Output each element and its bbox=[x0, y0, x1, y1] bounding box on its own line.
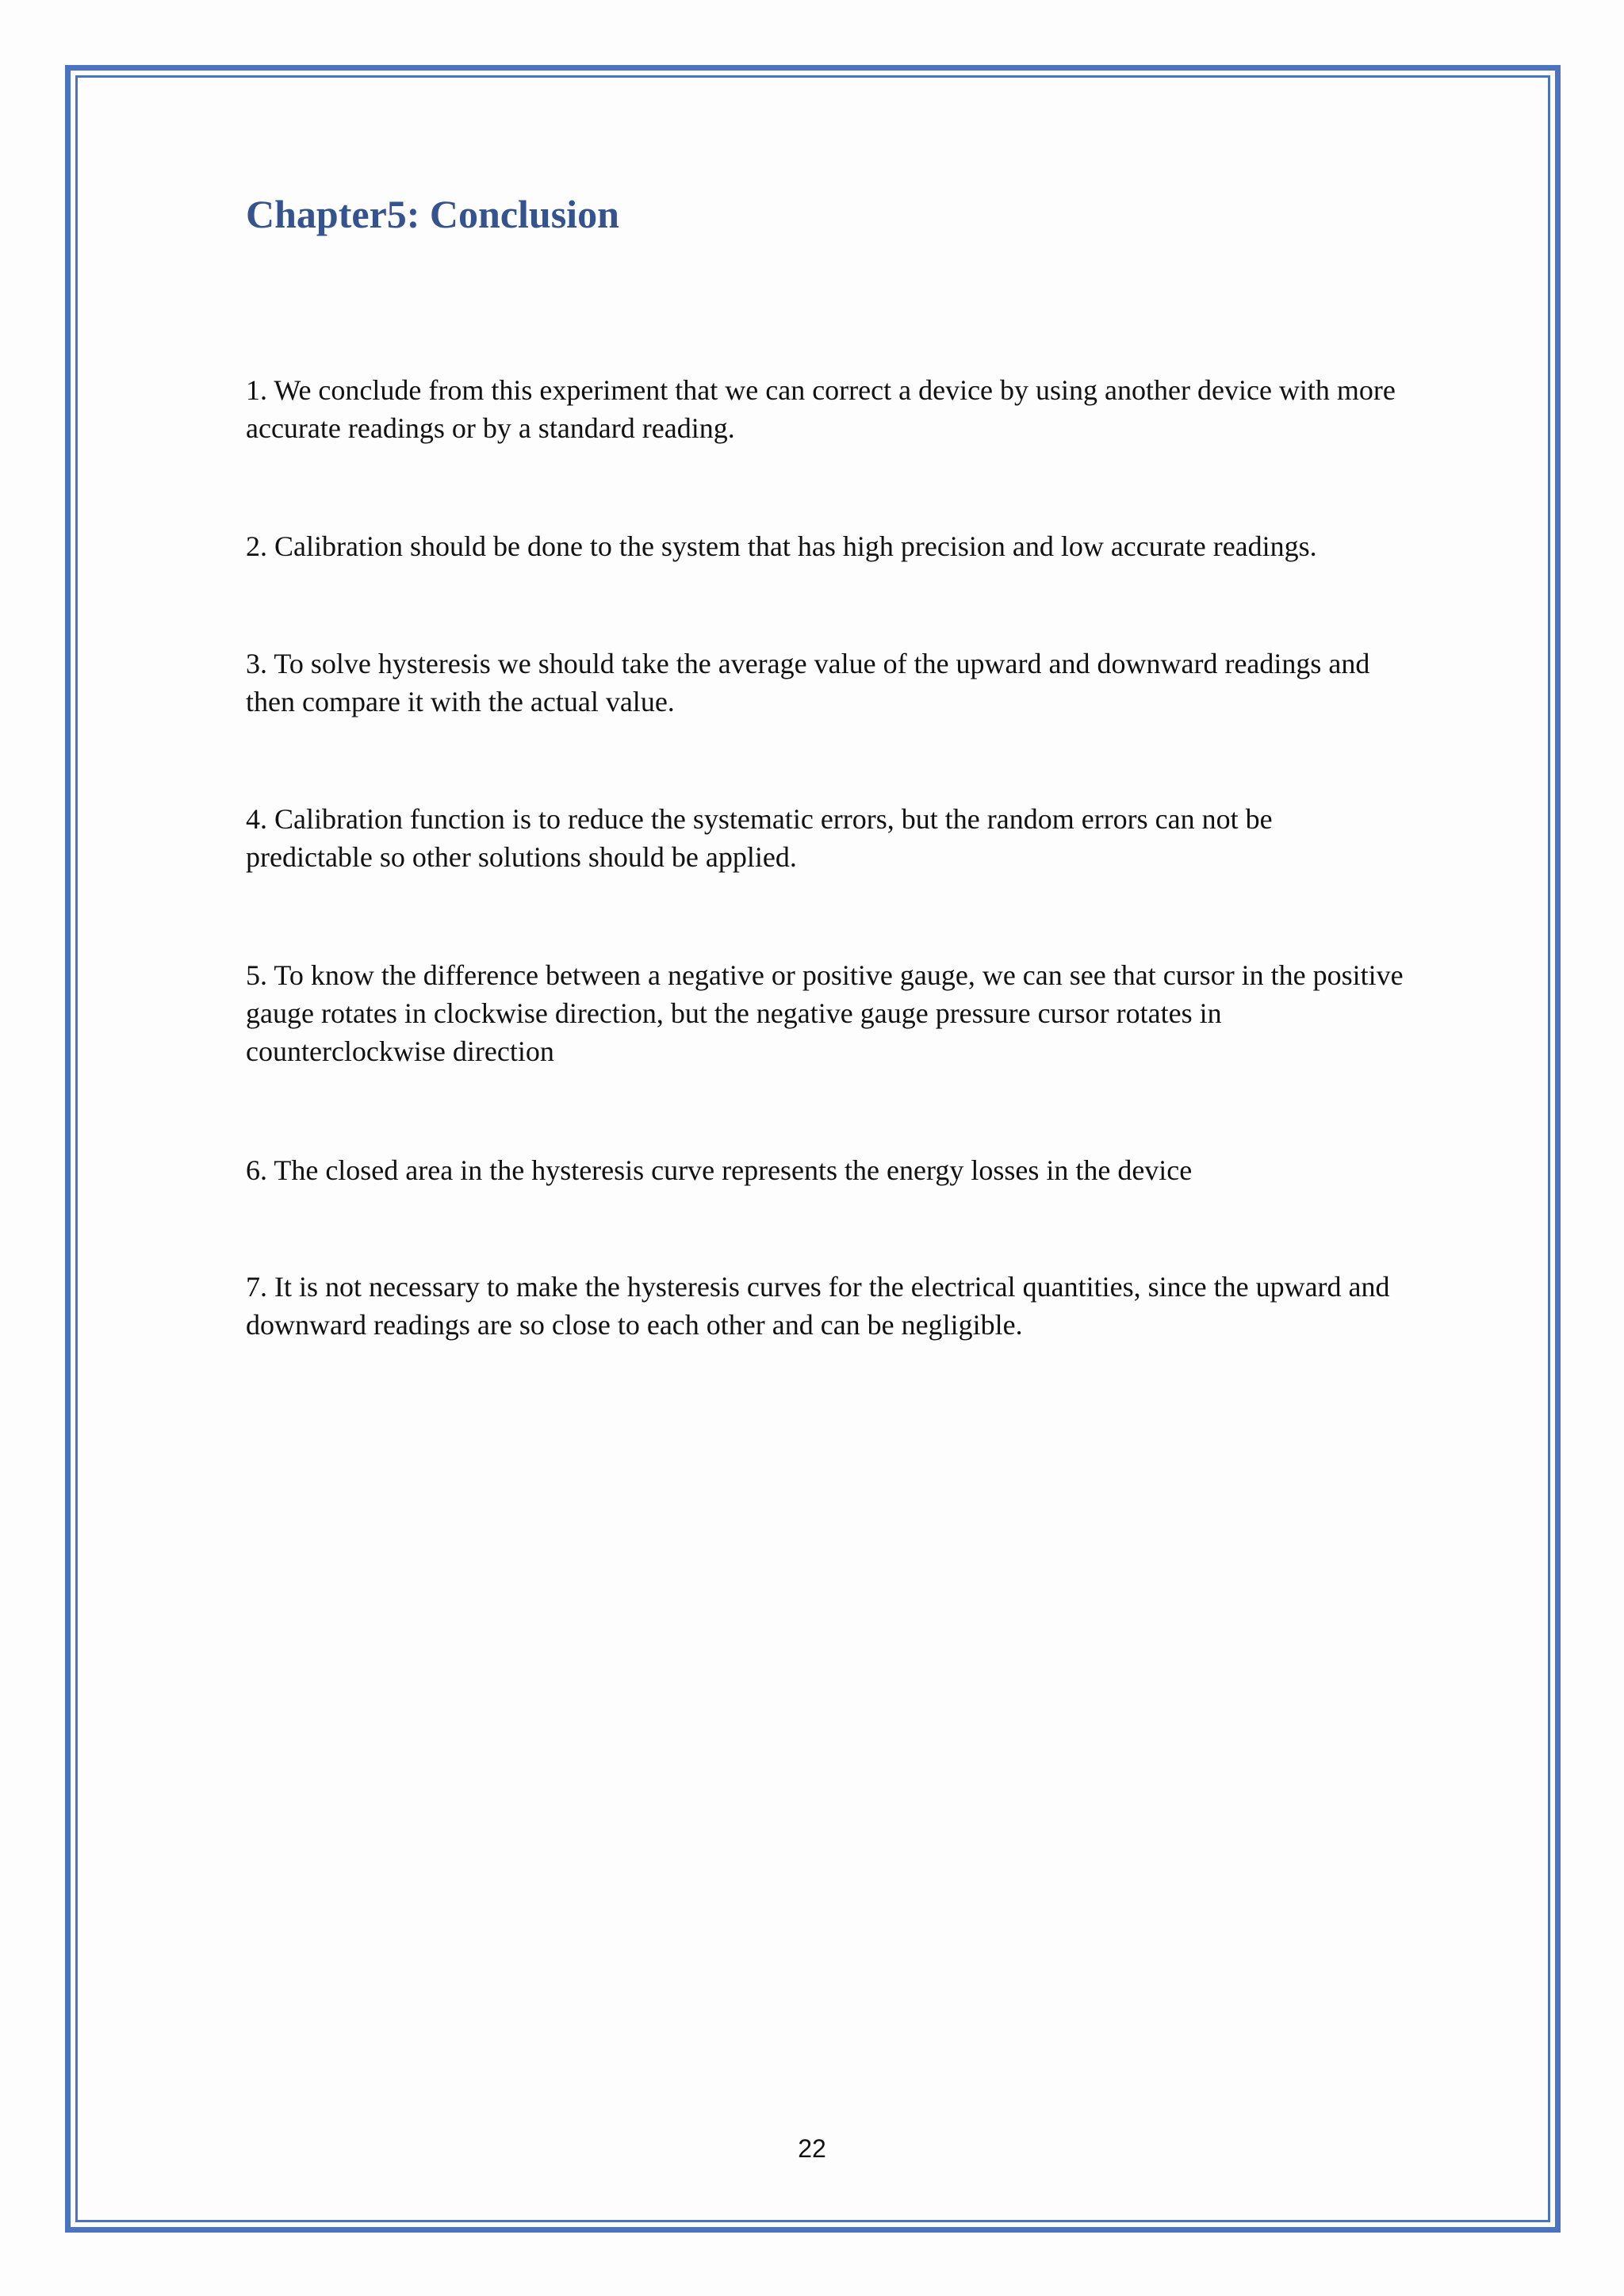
conclusion-item-7: 7. It is not necessary to make the hysteresis curves for the electrical quantities, since the upward and downward readings are so close to each other and can be negligible. bbox=[246, 1271, 1390, 1341]
conclusion-item-5: 5. To know the difference between a negative or positive gauge, we can see that cursor in the positive gauge rotates in clockwise direction, but the negative gauge pressure cursor rotates in counterclockwise direction bbox=[246, 959, 1404, 1067]
conclusion-item-1: 1. We conclude from this experiment that we can correct a device by using another device with more accurate readings or by a standard reading. bbox=[246, 374, 1396, 444]
conclusion-item-2: 2. Calibration should be done to the system that has high precision and low accurate readings. bbox=[246, 530, 1317, 562]
conclusion-item-4: 4. Calibration function is to reduce the systematic errors, but the random errors can not be predictable so other solutions should be applied. bbox=[246, 803, 1273, 873]
chapter-title: Chapter5: Conclusion bbox=[246, 192, 619, 236]
page-number: 22 bbox=[798, 2134, 826, 2163]
chapter-header bbox=[246, 190, 1396, 238]
conclusion-item-3: 3. To solve hysteresis we should take the average value of the upward and downward readings and then compare it with the actual value. bbox=[246, 648, 1370, 718]
conclusion-item-6: 6. The closed area in the hysteresis curve represents the energy losses in the device bbox=[246, 1154, 1193, 1186]
